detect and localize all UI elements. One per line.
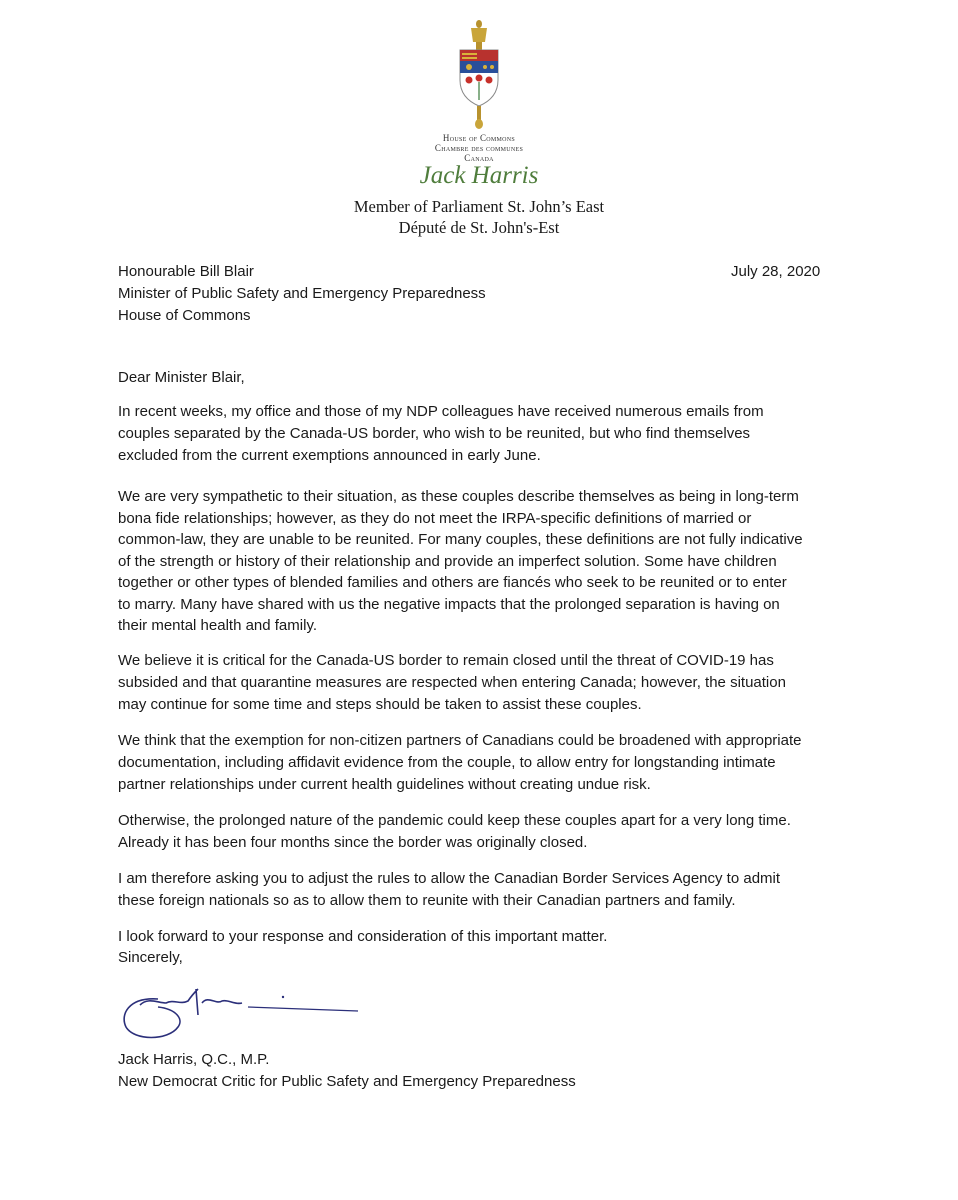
text-line: together or other types of blended families and others are fiancés who seek to be reunited or to enter <box>118 574 787 591</box>
text-line: In recent weeks, my office and those of my NDP colleagues have received numerous emails from <box>118 403 764 420</box>
house-of-commons-crest-icon <box>452 18 506 130</box>
paragraph-4 <box>118 730 801 796</box>
paragraph-1 <box>118 401 764 467</box>
text-line: of the strength or history of their relationship and provide an imperfect solution. Some have children <box>118 552 777 570</box>
institution-en: House of Commons <box>442 133 516 143</box>
text-line: We are very sympathetic to their situation, as these couples describe themselves as being in long-term <box>118 488 799 505</box>
text-line: I look forward to your response and consideration of this important matter. <box>118 928 608 945</box>
institution-name <box>0 133 958 163</box>
recipient-name: Honourable Bill Blair <box>118 263 254 280</box>
riding <box>0 196 958 238</box>
text-line: Already it has been four months since the border was originally closed. <box>118 834 588 851</box>
text-line: to marry. Many have shared with us the negative impacts that the prolonged separation is having on <box>118 595 780 613</box>
text-line: excluded from the current exemptions announced in early June. <box>118 447 541 464</box>
institution-fr: Chambre des communes <box>434 143 524 153</box>
recipient-title: Minister of Public Safety and Emergency Preparedness <box>118 285 486 302</box>
paragraph-5 <box>118 810 791 854</box>
signature-block <box>118 1049 576 1093</box>
text-line: subsided and that quarantine measures are respected when entering Canada; however, the situation <box>118 674 786 691</box>
mp-name-script: Jack Harris <box>419 162 539 189</box>
riding-fr: Député de St. John's-Est <box>398 218 560 237</box>
text-line: common-law, they are unable to be reunited. For many couples, these definitions are not fully indicative <box>118 531 803 548</box>
text-line: We think that the exemption for non-citizen partners of Canadians could be broadened with appropriate <box>118 732 802 749</box>
text-line: partner relationships under current health guidelines without creating undue risk. <box>118 776 651 793</box>
letter-date: July 28, 2020 <box>731 263 821 280</box>
text-line: I am therefore asking you to adjust the rules to allow the Canadian Border Services Agency to admit <box>118 870 781 887</box>
text-line: Otherwise, the prolonged nature of the pandemic could keep these couples apart for a very long time. <box>118 812 791 829</box>
paragraph-2 <box>118 486 803 637</box>
text-line: their mental health and family. <box>118 617 317 634</box>
text-line: bona fide relationships; however, as they do not meet the IRPA-specific definitions of married or <box>118 509 752 527</box>
recipient-address <box>118 261 486 327</box>
text-line: these foreign nationals so as to allow them to reunite with their Canadian partners and family. <box>118 892 736 909</box>
text-line: may continue for some time and steps should be taken to assist these couples. <box>118 696 642 713</box>
paragraph-3 <box>118 650 786 716</box>
text-line: We believe it is critical for the Canada-US border to remain closed until the threat of COVID-19 has <box>118 652 774 669</box>
paragraph-7 <box>118 926 607 948</box>
text-line: documentation, including affidavit evidence from the couple, to allow entry for longstanding intimate <box>118 754 776 771</box>
recipient-institution: House of Commons <box>118 307 251 324</box>
signatory-title: New Democrat Critic for Public Safety and Emergency Preparedness <box>118 1073 576 1090</box>
handwritten-signature-icon <box>118 985 368 1045</box>
paragraph-6 <box>118 868 780 912</box>
institution-country: Canada <box>464 153 494 163</box>
signatory-name: Jack Harris, Q.C., M.P. <box>118 1051 270 1068</box>
closing: Sincerely, <box>118 949 183 966</box>
salutation: Dear Minister Blair, <box>118 369 245 386</box>
text-line: couples separated by the Canada-US border, who wish to be reunited, but who find themselves <box>118 425 751 442</box>
riding-en: Member of Parliament St. John’s East <box>353 197 605 216</box>
